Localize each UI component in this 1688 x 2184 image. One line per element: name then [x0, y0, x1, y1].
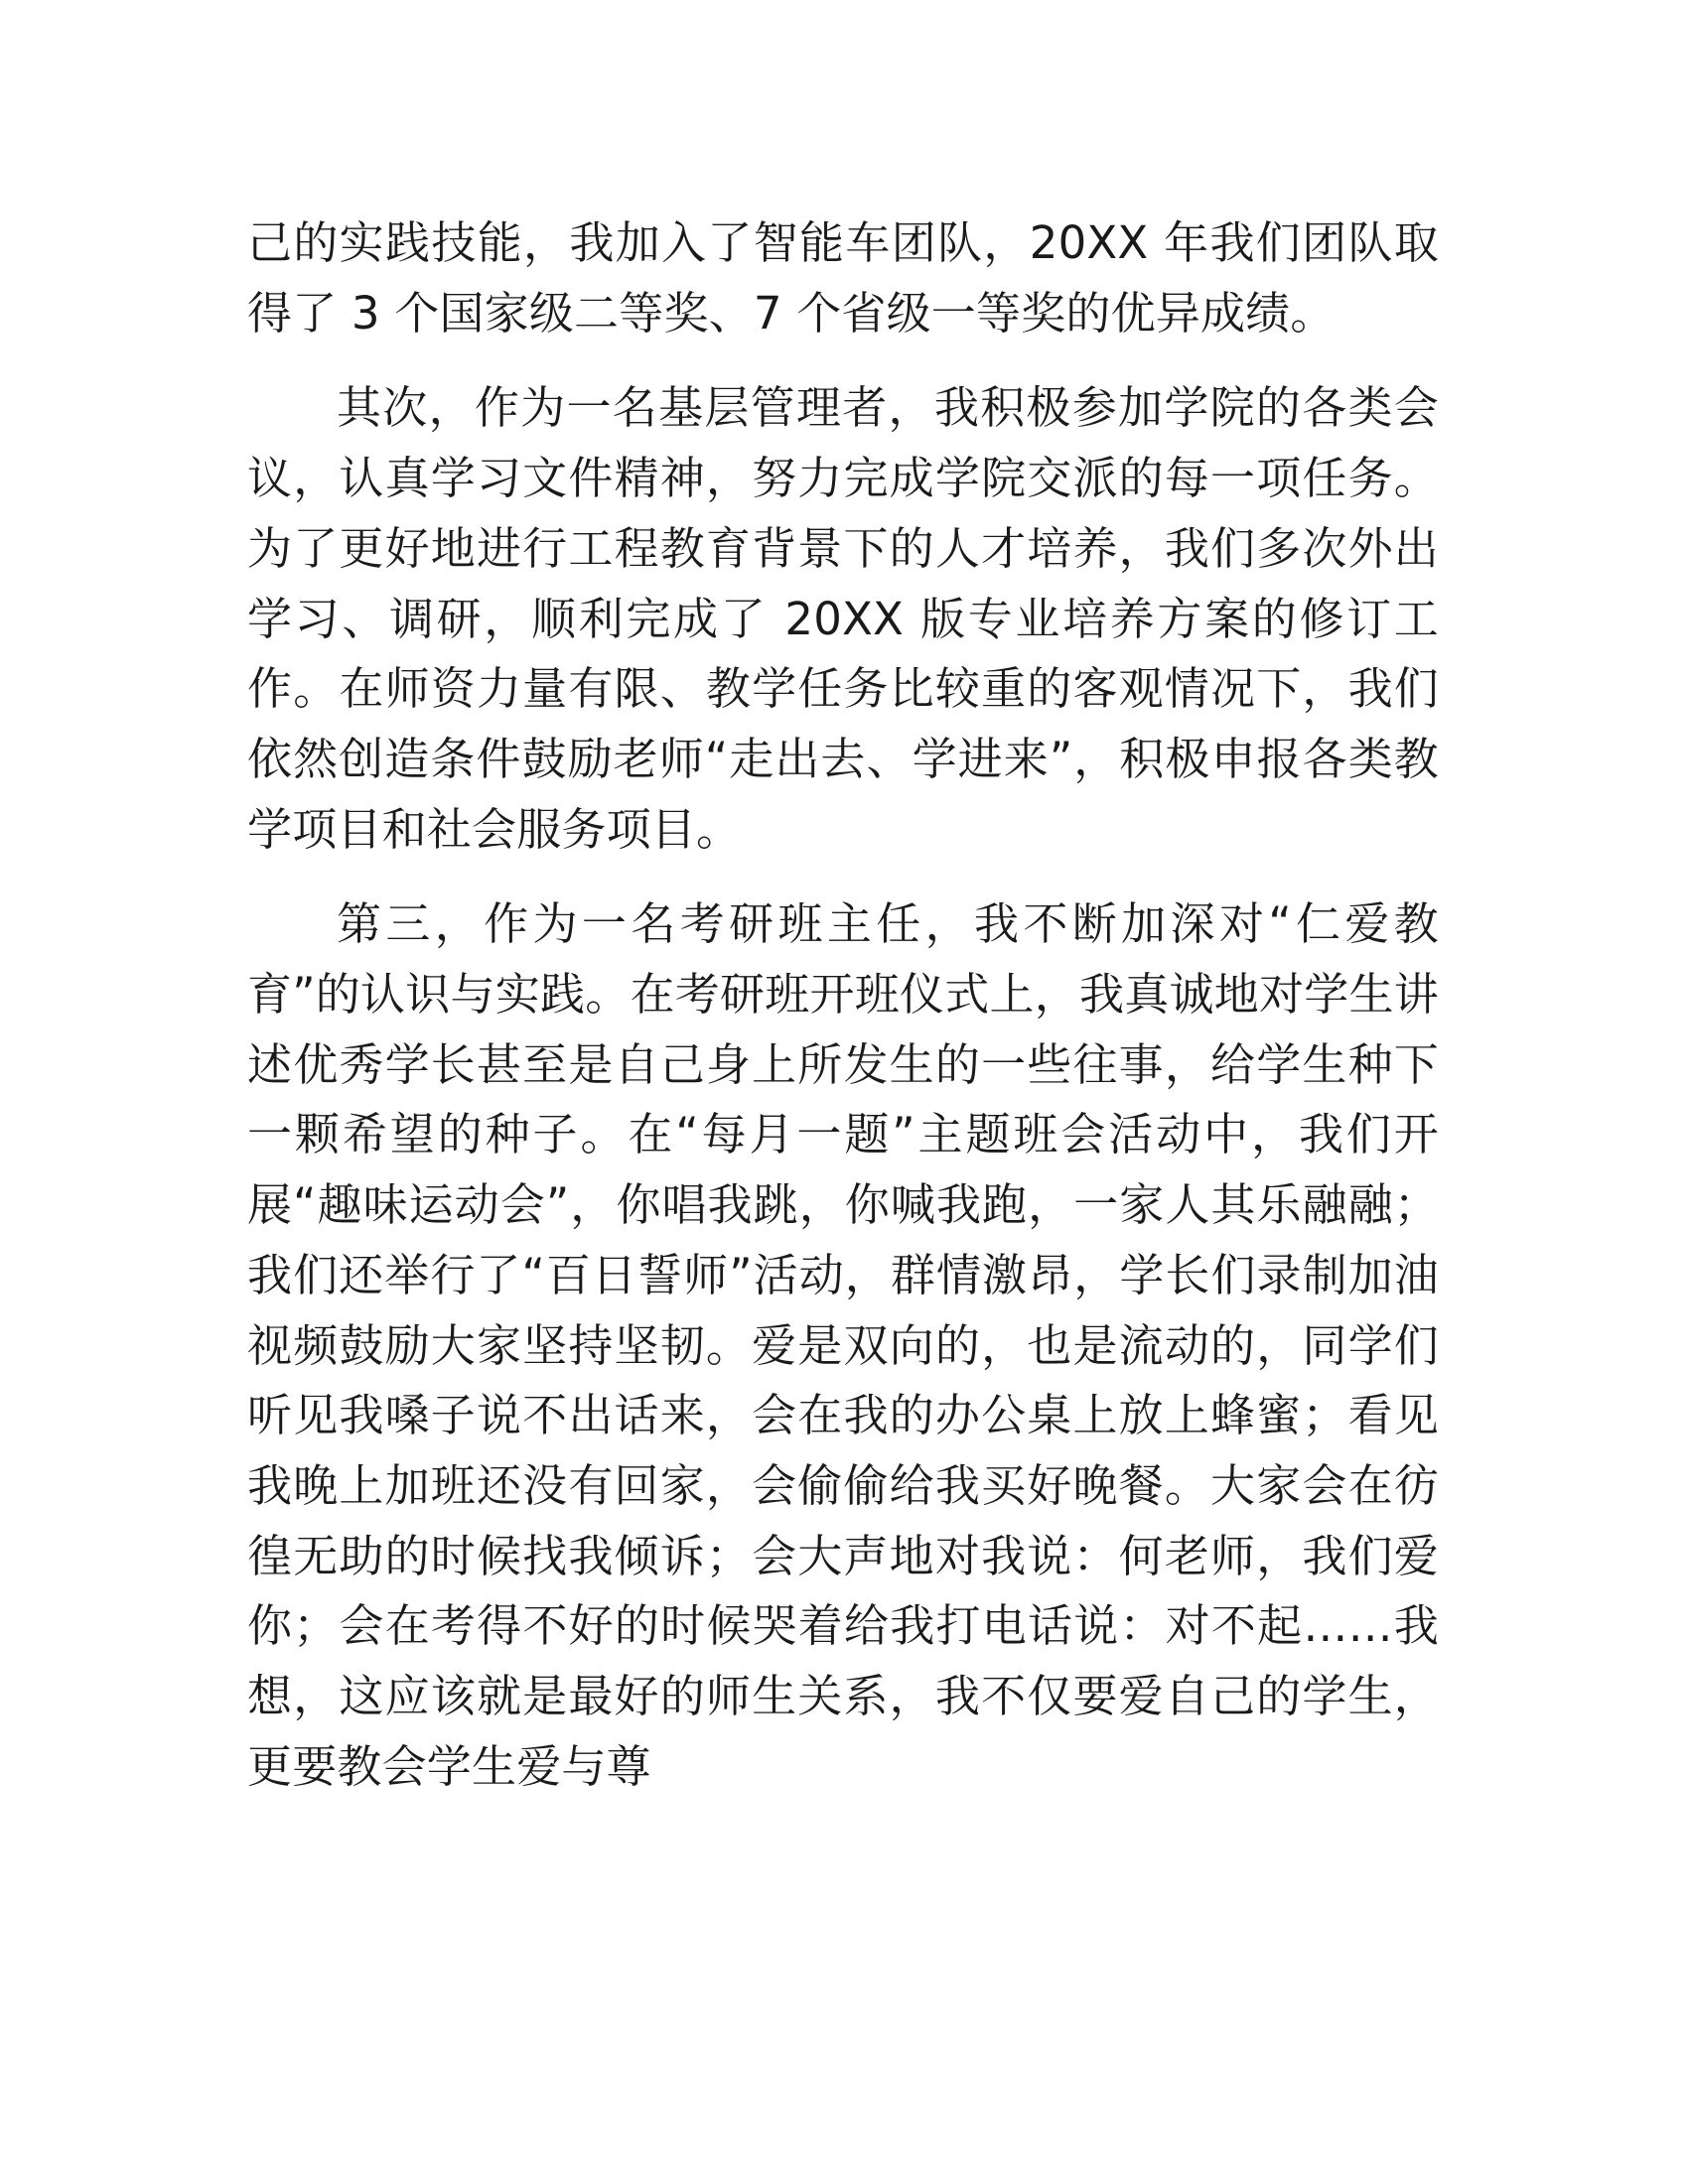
paragraph-third-point: 第三，作为一名考研班主任，我不断加深对“仁爱教育”的认识与实践。在考研班开班仪式上，我真诚地对学生讲述优秀学长甚至是自己身上所发生的一些往事，给学生种下一颗希望的种子。在“每月一题”主题班会活动中，我们开展“趣味运动会”，你唱我跳，你喊我跑，一家人其乐融融；我们还举行了“百日誓师”活动，群情激昂，学长们录制加油视频鼓励大家坚持坚韧。爱是双向的，也是流动的，同学们听见我嗓子说不出话来，会在我的办公桌上放上蜂蜜；看见我晚上加班还没有回家，会偷偷给我买好晚餐。大家会在彷徨无助的时候找我倾诉；会大声地对我说：何老师，我们爱你；会在考得不好的时候哭着给我打电话说：对不起……我想，这应该就是最好的师生关系，我不仅要爱自己的学生，更要教会学生爱与尊	[247, 897, 1439, 1793]
document-body	[247, 208, 1439, 1827]
paragraph-second-point: 其次，作为一名基层管理者，我积极参加学院的各类会议，认真学习文件精神，努力完成学院交派的每一项任务。为了更好地进行工程教育背景下的人才培养，我们多次外出学习、调研，顺利完成了 20XX 版专业培养方案的修订工作。在师资力量有限、教学任务比较重的客观情况下，我们依然创造条件鼓励老师“走出去、学进来”，积极申报各类教学项目和社会服务项目。	[247, 381, 1439, 856]
paragraph-continuation: 己的实践技能，我加入了智能车团队，20XX 年我们团队取得了 3 个国家级二等奖、7 个省级一等奖的优异成绩。	[247, 216, 1439, 340]
